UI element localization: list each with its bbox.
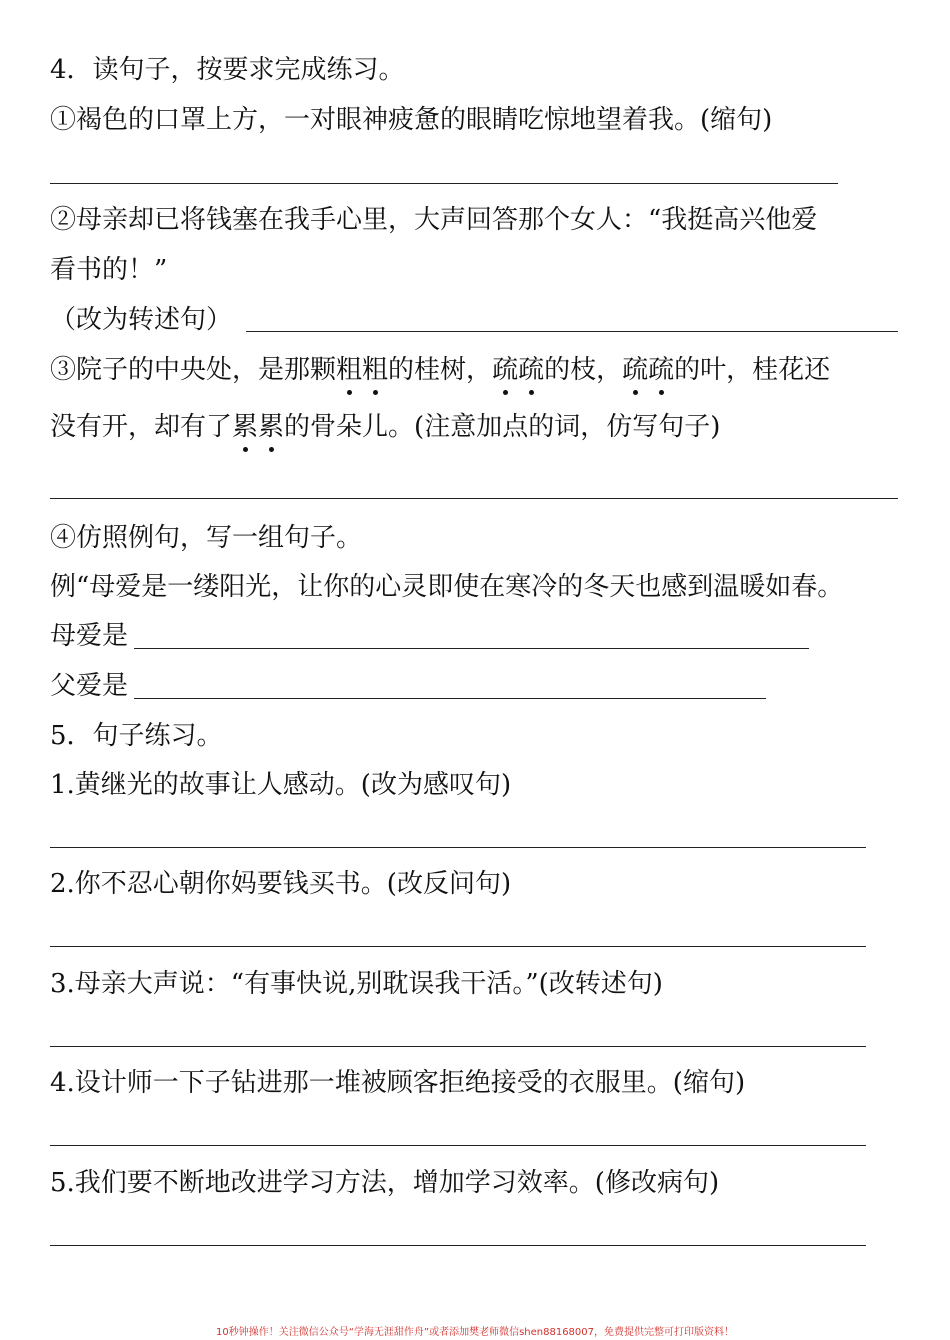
answer-line-4-1[interactable] [50,183,838,184]
question-4-sentence-1: ①褐色的口罩上方，一对眼神疲惫的眼睛吃惊地望着我。(缩句) [50,105,773,135]
question-4-sentence-3-line-2 [50,410,720,444]
question-5-item-2: 2.你不忍心朝你妈要钱买书。(改反问句) [50,869,512,899]
answer-line-5-1[interactable] [50,847,866,848]
dotted-char: 疏 [492,355,519,385]
text-segment: 没有开，却有了 [50,412,233,442]
answer-line-4-2[interactable] [246,331,898,332]
question-5-title: 5．句子练习。 [50,721,223,751]
dotted-char: 累 [258,412,285,442]
question-4-sentence-4-title: ④仿照例句，写一组句子。 [50,523,363,553]
text-segment: ③院子的中央处，是那颗 [50,355,337,385]
text-segment: 的枝， [544,355,623,385]
answer-line-5-5[interactable] [50,1245,866,1246]
question-5-item-1: 1.黄继光的故事让人感动。(改为感叹句) [50,770,512,800]
question-5-item-5: 5.我们要不断地改进学习方法，增加学习效率。(修改病句) [50,1168,720,1198]
answer-line-mother-love[interactable] [134,648,809,649]
question-4-example: 例“母爱是一缕阳光，让你的心灵即使在寒冷的冬天也感到温暖如春。 [50,572,844,602]
question-4-sentence-2-line-2: 看书的！” [50,255,168,285]
dotted-char: 累 [232,412,259,442]
dotted-char: 疏 [622,355,649,385]
text-segment: 的骨朵儿。(注意加点的词，仿写句子) [284,412,721,442]
dotted-char: 粗 [336,355,363,385]
question-5-item-4: 4.设计师一下子钻进那一堆被顾客拒绝接受的衣服里。(缩句) [50,1068,746,1098]
dotted-char: 疏 [648,355,675,385]
question-4-title: 4．读句子，按要求完成练习。 [50,55,405,85]
dotted-char: 疏 [518,355,545,385]
question-4-sentence-2-line-1: ②母亲却已将钱塞在我手心里，大声回答那个女人：“我挺高兴他爱 [50,205,818,235]
question-5-item-3: 3.母亲大声说：“有事快说,别耽误我干活。”(改转述句) [50,969,663,999]
dotted-char: 粗 [362,355,389,385]
answer-line-5-4[interactable] [50,1145,866,1146]
answer-line-4-3[interactable] [50,498,898,499]
answer-line-father-love[interactable] [134,698,766,699]
text-segment: 的桂树， [388,355,493,385]
text-segment: 的叶，桂花还 [674,355,831,385]
father-love-prompt: 父爱是 [50,671,129,701]
question-4-sentence-2-prompt: （改为转述句） [50,305,233,335]
footer-notice: 10秒钟操作！关注微信公众号“学海无涯甜作舟”或者添加樊老师微信shen88168007，免费提供完整可打印版资料！ [215,1327,735,1338]
question-4-sentence-3-line-1 [50,353,830,387]
mother-love-prompt: 母爱是 [50,621,129,651]
answer-line-5-3[interactable] [50,1046,866,1047]
answer-line-5-2[interactable] [50,946,866,947]
